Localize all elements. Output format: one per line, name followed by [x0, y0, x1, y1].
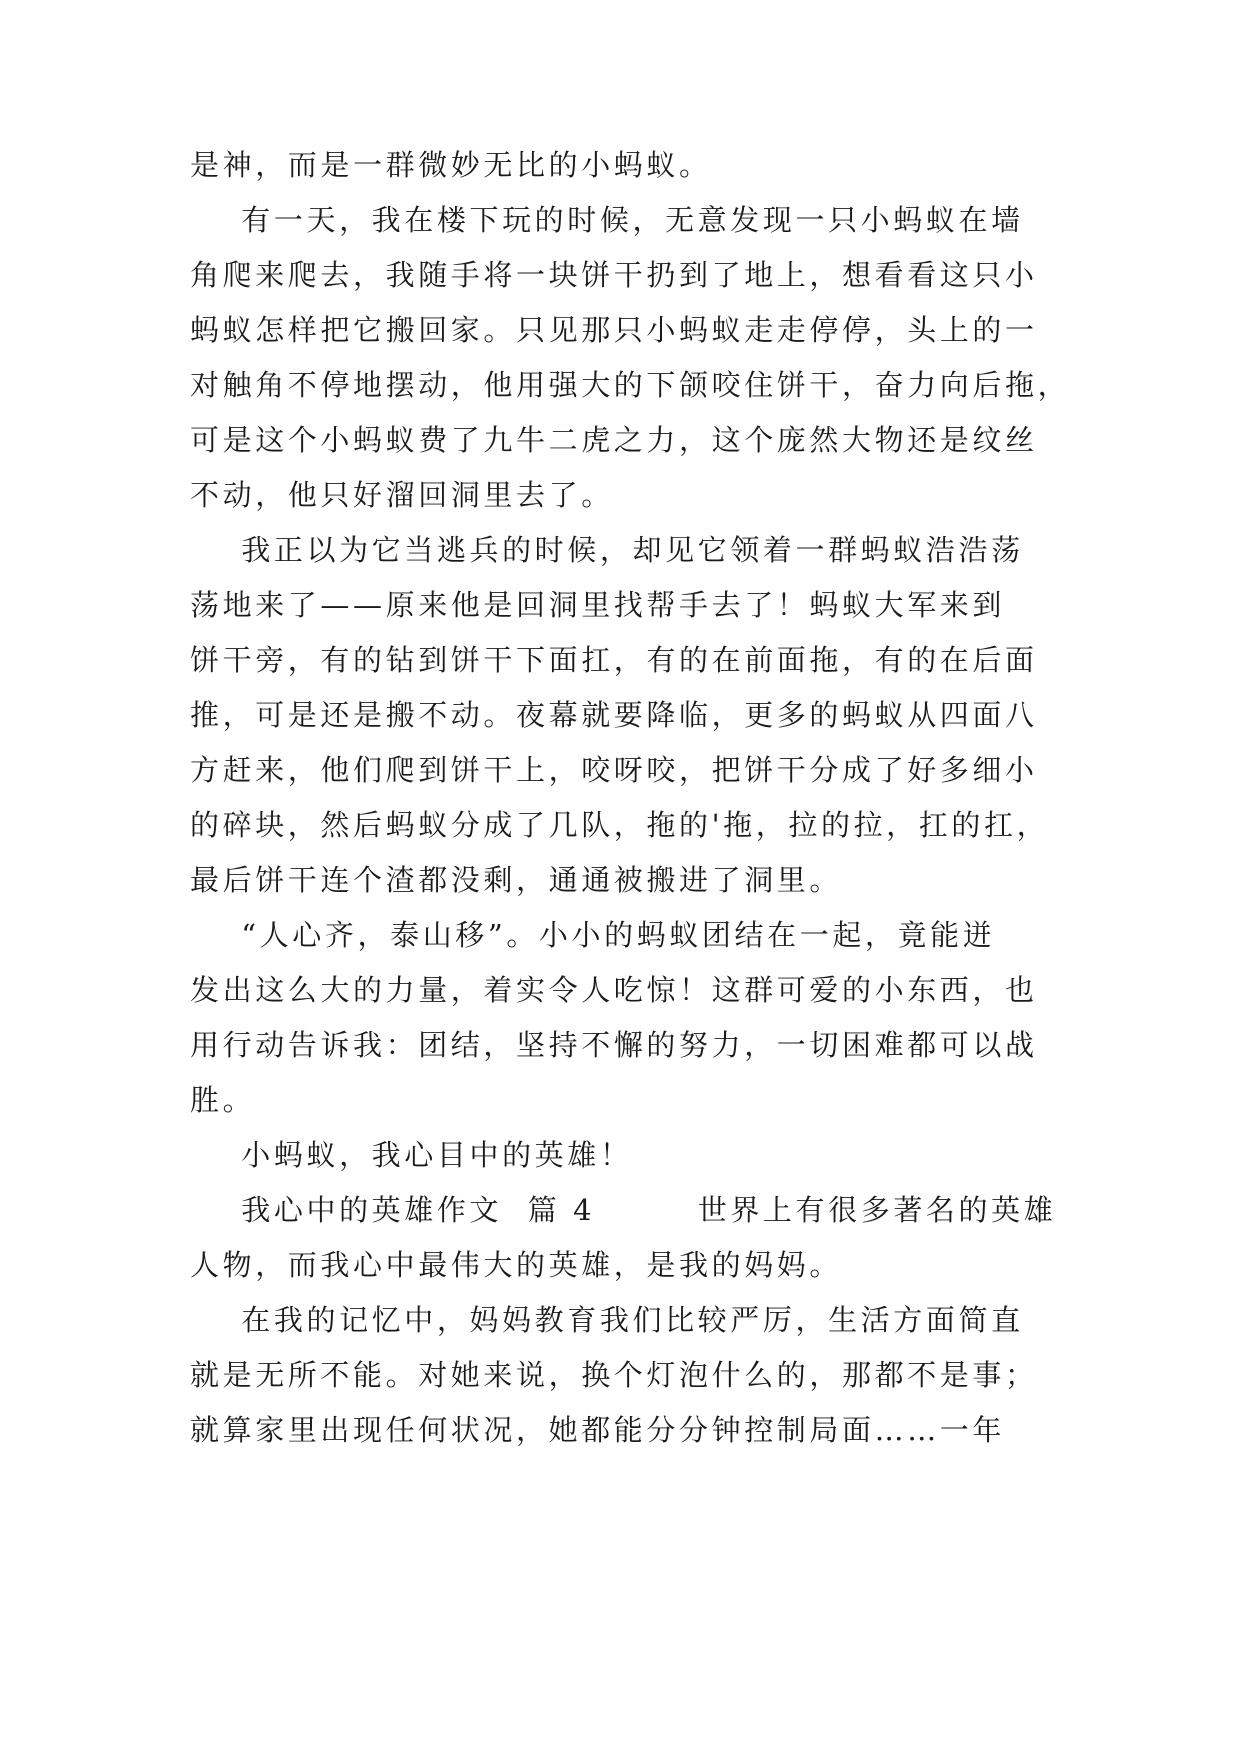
- text-line: 蚂蚁怎样把它搬回家。只见那只小蚂蚁走走停停，头上的一: [190, 313, 1038, 347]
- text-line: 可是这个小蚂蚁费了九牛二虎之力，这个庞然大物还是纹丝: [190, 423, 1038, 457]
- text-line: 用行动告诉我：团结，坚持不懈的努力，一切困难都可以战: [190, 1028, 1038, 1062]
- text-line: 的碎块，然后蚂蚁分成了几队，拖的'拖，拉的拉，扛的扛，: [190, 808, 1050, 842]
- text-line: 推，可是还是搬不动。夜幕就要降临，更多的蚂蚁从四面八: [190, 698, 1038, 732]
- text-line: 有一天，我在楼下玩的时候，无意发现一只小蚂蚁在墙: [190, 203, 1024, 237]
- text-line: 方赶来，他们爬到饼干上，咬呀咬，把饼干分成了好多细小: [190, 753, 1038, 787]
- text-line: 不动，他只好溜回洞里去了。: [190, 478, 614, 512]
- text-line: 小蚂蚁，我心目中的英雄！: [190, 1138, 633, 1172]
- text-line: 对触角不停地摆动，他用强大的下颌咬住饼干，奋力向后拖，: [190, 368, 1071, 402]
- text-line: 我心中的英雄作文 篇 4 世界上有很多著名的英雄: [190, 1193, 1057, 1227]
- text-line: 角爬来爬去，我随手将一块饼干扔到了地上，想看看这只小: [190, 258, 1038, 292]
- text-line: 就是无所不能。对她来说，换个灯泡什么的，那都不是事；: [190, 1358, 1038, 1392]
- text-line: 胜。: [190, 1083, 256, 1117]
- text-line: 是神，而是一群微妙无比的小蚂蚁。: [190, 148, 712, 182]
- text-line: 发出这么大的力量，着实令人吃惊！这群可爱的小东西，也: [190, 973, 1038, 1007]
- text-line: 我正以为它当逃兵的时候，却见它领着一群蚂蚁浩浩荡: [190, 533, 1024, 567]
- text-line: 就算家里出现任何状况，她都能分分钟控制局面……一年: [190, 1413, 1006, 1447]
- text-line: 荡地来了——原来他是回洞里找帮手去了！蚂蚁大军来到: [190, 588, 1006, 622]
- text-line: 人物，而我心中最伟大的英雄，是我的妈妈。: [190, 1248, 843, 1282]
- text-line: 在我的记忆中，妈妈教育我们比较严厉，生活方面简直: [190, 1303, 1024, 1337]
- text-line: 最后饼干连个渣都没剩，通通被搬进了洞里。: [190, 863, 843, 897]
- text-line: 饼干旁，有的钻到饼干下面扛，有的在前面拖，有的在后面: [190, 643, 1038, 677]
- text-line: “人心齐，泰山移”。小小的蚂蚁团结在一起，竟能迸: [190, 918, 996, 952]
